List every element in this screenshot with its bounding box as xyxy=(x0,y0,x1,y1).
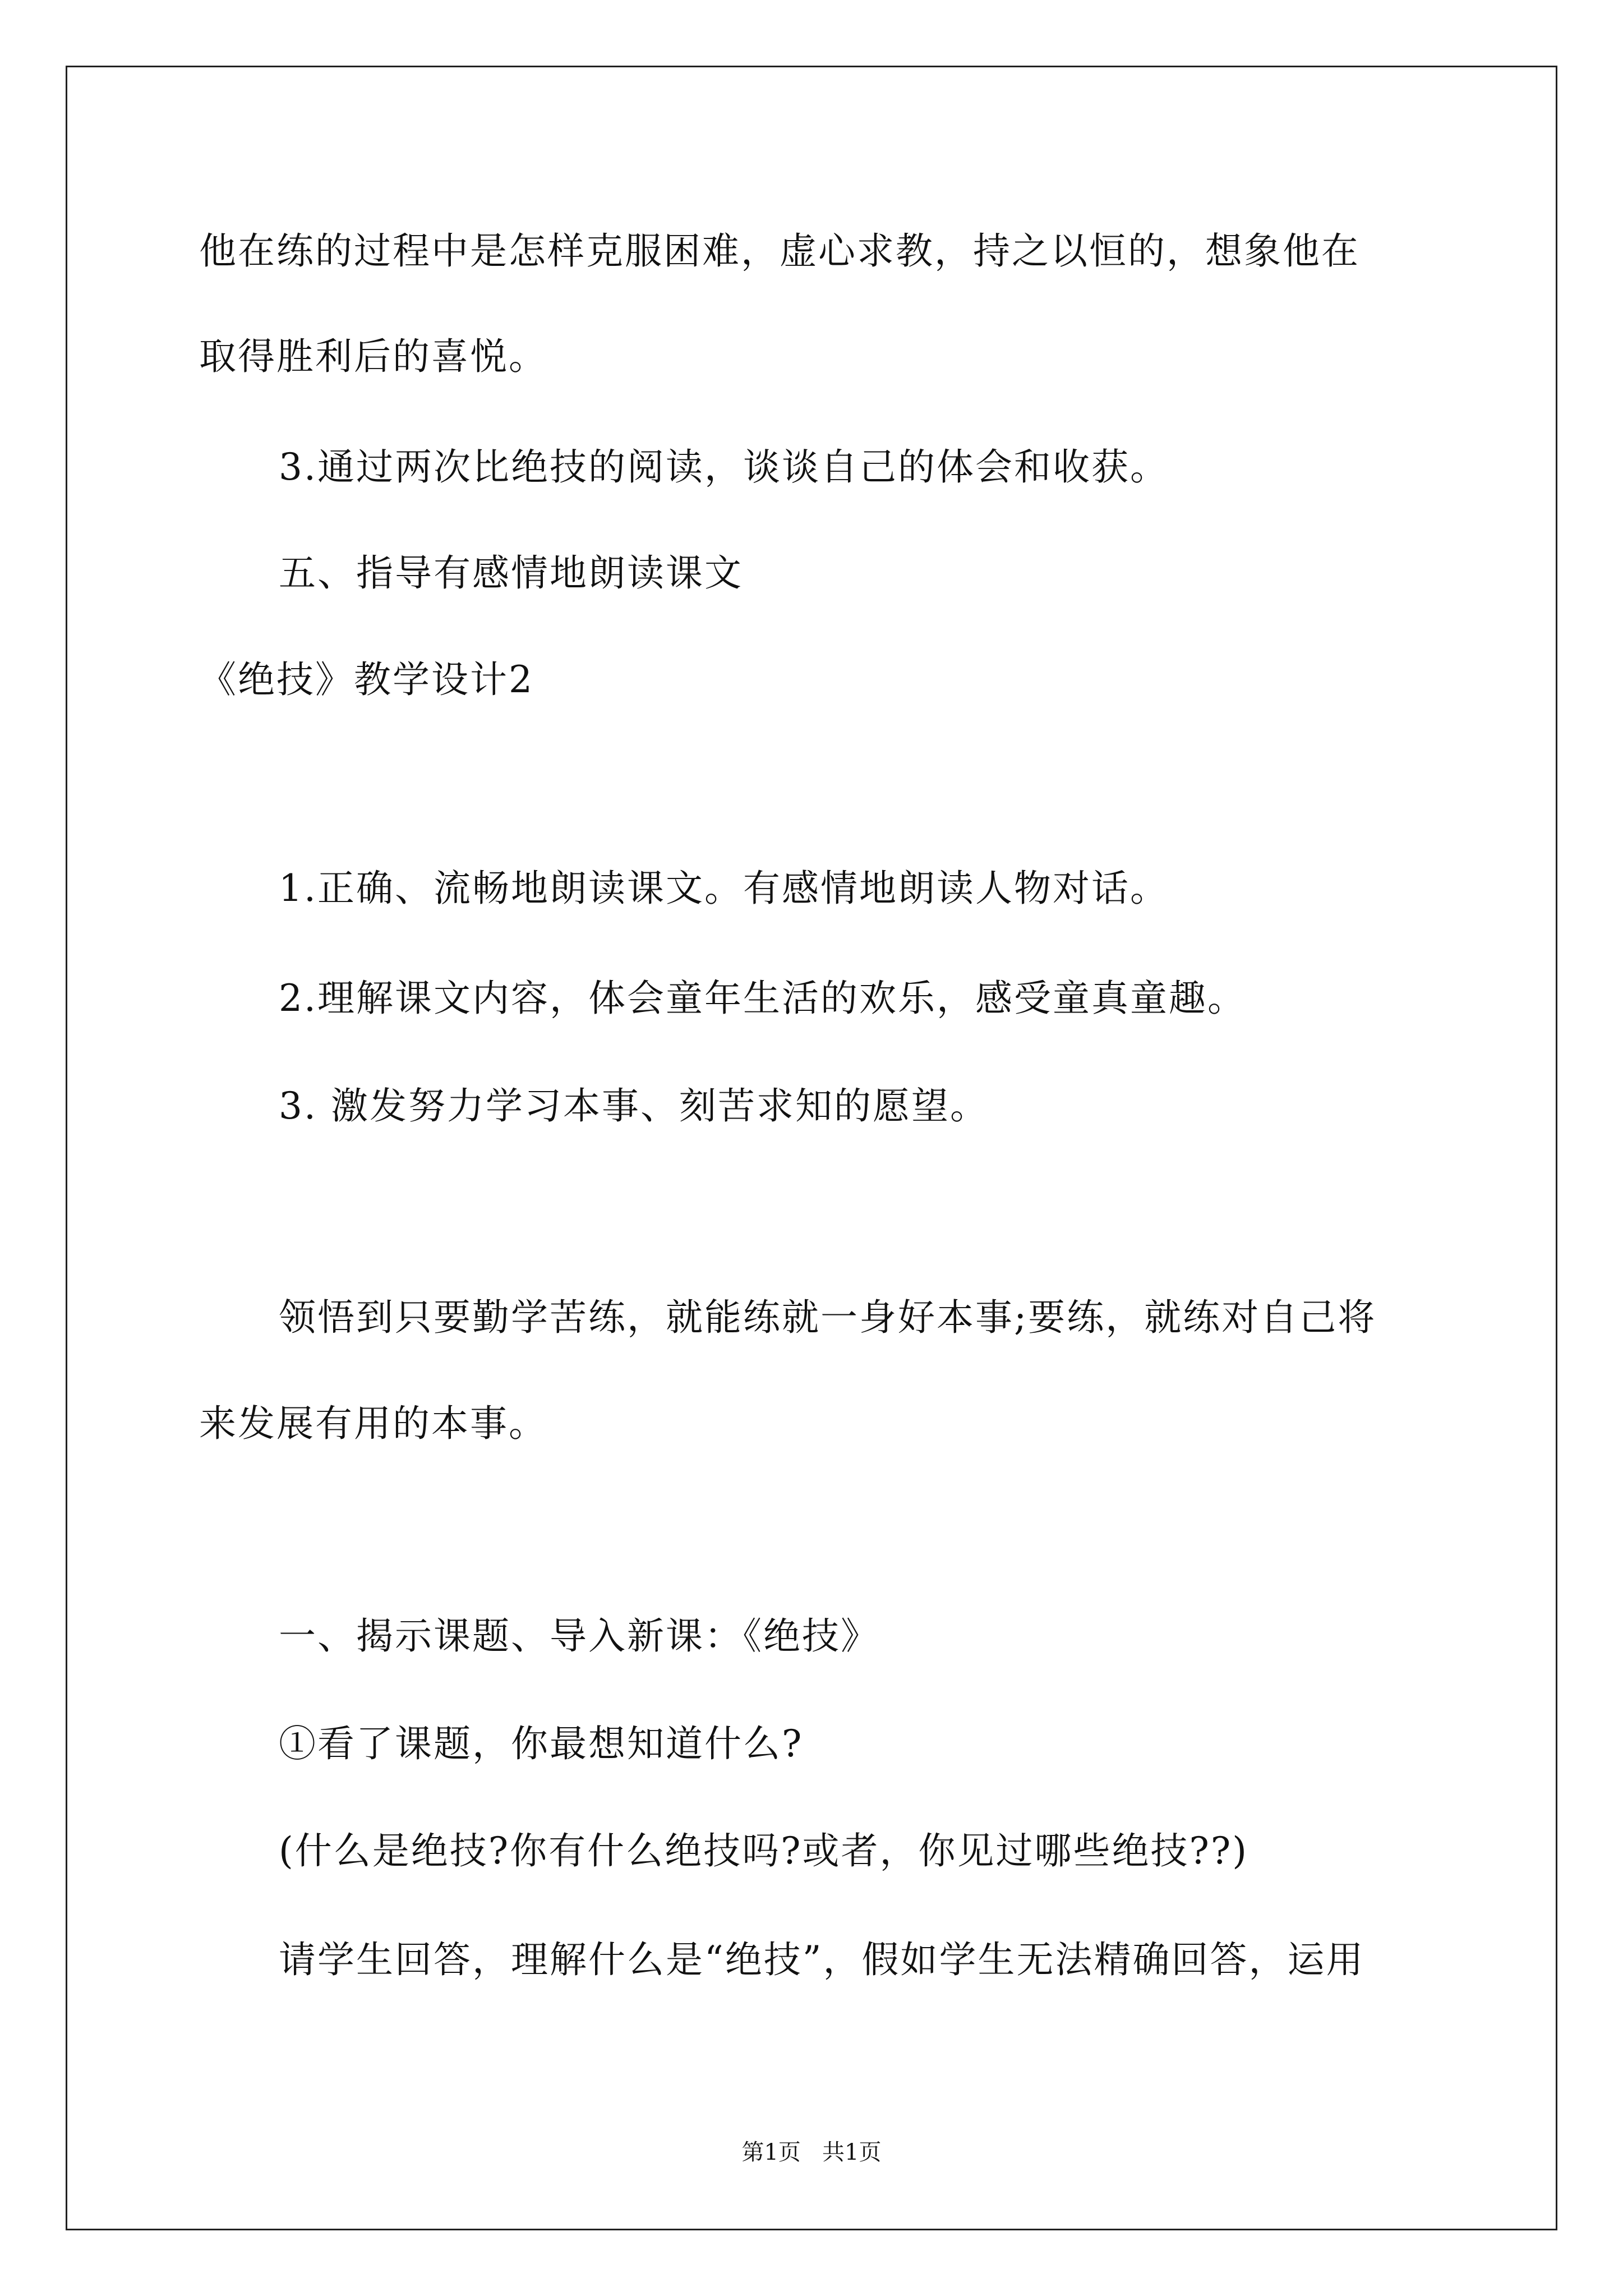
text-line-key-cont: 来发展有用的本事。 xyxy=(199,1402,547,1445)
section-heading-5: 五、指导有感情地朗读课文 xyxy=(279,551,743,595)
page-footer: 第1页 共1页 xyxy=(741,2139,882,2165)
text-line-goal-3: 3. 激发努力学习本事、刻苦求知的愿望。 xyxy=(279,1084,989,1128)
text-line-question: ①看了课题，你最想知道什么? xyxy=(279,1722,804,1765)
text-line-key: 领悟到只要勤学苦练，就能练就一身好本事;要练，就练对自己将 xyxy=(279,1296,1377,1339)
text-line-2: 取得胜利后的喜悦。 xyxy=(199,335,547,378)
page-border xyxy=(66,66,1557,2230)
text-line-answer: 请学生回答，理解什么是“绝技”，假如学生无法精确回答，运用 xyxy=(279,1938,1365,1981)
text-line-goal-1: 1.正确、流畅地朗读课文。有感情地朗读人物对话。 xyxy=(279,867,1169,910)
section-heading-1: 一、揭示课题、导入新课：《绝技》 xyxy=(279,1614,879,1658)
text-line-3: 3.通过两次比绝技的阅读，谈谈自己的体会和收获。 xyxy=(279,445,1169,489)
text-line-goal-2: 2.理解课文内容，体会童年生活的欢乐，感受童真童趣。 xyxy=(279,977,1246,1020)
document-title: 《绝技》教学设计2 xyxy=(199,658,534,701)
text-line-note: (什么是绝技?你有什么绝技吗?或者，你见过哪些绝技??) xyxy=(279,1829,1249,1872)
text-line-1: 他在练的过程中是怎样克服困难，虚心求教，持之以恒的，想象他在 xyxy=(199,229,1360,273)
